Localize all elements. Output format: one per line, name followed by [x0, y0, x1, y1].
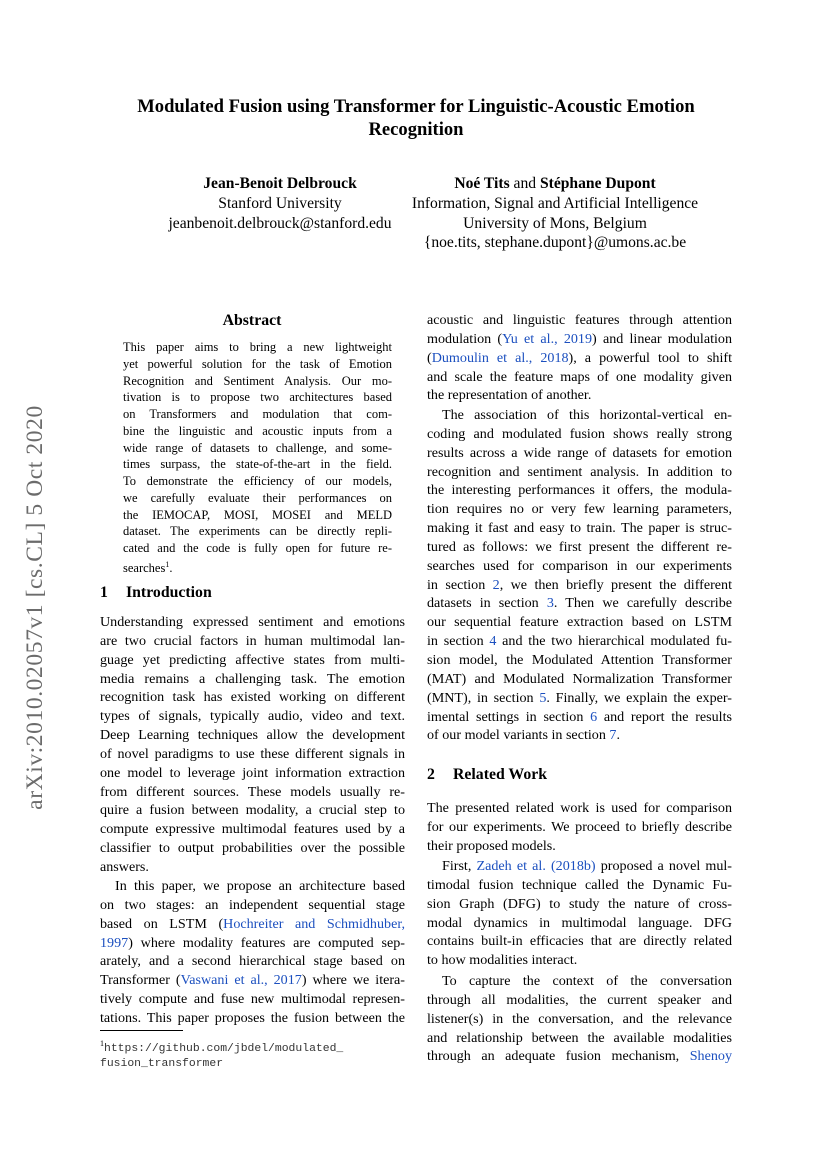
- author-affiliation: University of Mons, Belgium: [463, 214, 647, 232]
- section-ref-link[interactable]: 4: [489, 633, 497, 650]
- author-email: jeanbenoit.delbrouck@stanford.edu: [168, 214, 392, 232]
- citation-link[interactable]: Vaswani et al., 2017: [180, 972, 302, 989]
- arxiv-identifier: arXiv:2010.02057v1 [cs.CL] 5 Oct 2020: [21, 404, 48, 810]
- author-affiliation: Stanford University: [218, 194, 342, 212]
- footnote-url[interactable]: https://github.com/jbdel/modulated_: [104, 1042, 344, 1055]
- section-heading-introduction: 1 Introduction: [100, 584, 212, 601]
- citation-link[interactable]: Dumoulin et al., 2018: [431, 349, 569, 366]
- intro-paragraph-3: The association of this horizontal-vertical en- coding and modulated fusion shows really strong results across a wide range of datasets for emotion recognition and sentiment analysis. In addition to the interesting performances it offers, the modula- tion requires no or very few learning parameters, making it fast and easy to train. The paper is struc- tured as follows: we first present the different re- searches used for comparison in our experiments in section 2, we then briefly present the different datasets in section 3. Then we carefully describe our sequential feature extraction based on LSTM in section 4 and the two hierarchical modulated fu- sion model, the Modulated Attention Transformer (MAT) and Modulated Normalization Transformer (MNT), in section 5. Finally, we explain the exper- imental settings in section 6 and report the results of our model variants in section 7.: [427, 407, 733, 744]
- footnote-marker[interactable]: 1: [165, 559, 170, 569]
- section-ref-link[interactable]: 7: [609, 727, 617, 744]
- author-email: {noe.tits, stephane.dupont}@umons.ac.be: [423, 234, 687, 252]
- footnote-url-continued[interactable]: fusion_transformer: [100, 1057, 224, 1070]
- section-ref-link[interactable]: 3: [546, 595, 554, 612]
- citation-link[interactable]: Yu et al., 2019: [502, 330, 593, 347]
- section-ref-link[interactable]: 6: [590, 708, 598, 725]
- paper-title: Modulated Fusion using Transformer for Linguistic-Acoustic Emotion Recognition: [137, 96, 695, 140]
- citation-link[interactable]: Shenoy: [689, 1048, 732, 1065]
- intro-paragraph-1: Understanding expressed sentiment and emotions are two crucial factors in human multimodal lan- guage yet predicting affective states from multi- media remains a challenging task. The emotion recognition task has existed working on different types of signals, typically audio, video and text. Deep Learning techniques allow the development of novel paradigms to use these different signals in one model to leverage joint information extraction from different sources. These models usually re- quire a fusion between modality, a crucial step to compute expressive multimodal features used by a classifier to output probabilities over the possible answers.: [100, 614, 405, 875]
- author-name: Jean-Benoit Delbrouck: [203, 175, 357, 192]
- citation-link[interactable]: 1997: [100, 934, 129, 951]
- author-names: Noé Tits and Stéphane Dupont: [454, 175, 656, 192]
- footnote: $^1$https://github.com/jbdel/modulated_ fusion_transformer: [100, 1039, 344, 1070]
- intro-paragraph-2: In this paper, we propose an architecture based on two stages: an independent sequential stage based on LSTM (Hochreiter and Schmidhuber, 1997) where modality features are computed sep- arately, and a second hierarchical stage based on Transformer (Vaswani et al., 2017) where we itera- tively compute and fuse new multimodal represen- tations. This paper proposes the fusion between the: [100, 878, 406, 1026]
- related-paragraph-2: First, Zadeh et al. (2018b) proposed a novel mul- timodal fusion technique called the Dynamic Fu- sion Graph (DFG) to study the nature of cross- modal dynamics in multimodal language. DFG contains built-in efficacies that are directly related to how modalities interact.: [427, 858, 732, 969]
- footnote-rule: [100, 1030, 183, 1031]
- author-affiliation: Information, Signal and Artificial Intelligence: [411, 194, 699, 212]
- related-paragraph-3: To capture the context of the conversation through all modalities, the current speaker and listener(s) in the conversation, and the relevance and relationship between the available modalities through an adequate fusion mechanism, Shenoy: [427, 973, 732, 1065]
- related-paragraph-1: The presented related work is used for comparison for our experiments. We proceed to briefly describe their proposed models.: [427, 800, 732, 854]
- abstract-body: This paper aims to bring a new lightweight yet powerful solution for the task of Emotion Recognition and Sentiment Analysis. Our mo- tivation is to propose two architectures based on Transformers and modulation that com- bine the linguistic and acoustic inputs from a wide range of datasets to challenge, and some- times surpass, the state-of-the-art in the field. To demonstrate the efficiency of our models, we carefully evaluate their performances on the IEMOCAP, MOSI, MOSEI and MELD dataset. The experiments can be directly repli- cated and the code is fully open for future re- searches$^1$.: [123, 340, 392, 575]
- section-ref-link[interactable]: 5: [539, 689, 547, 706]
- abstract-last-line: searches$^1$.: [123, 559, 173, 575]
- author-block-left: [150, 174, 410, 233]
- author-block-right: [395, 174, 715, 253]
- intro-continuation: acoustic and linguistic features through attention modulation (Yu et al., 2019) and linear modulation (Dumoulin et al., 2018), a powerful tool to shift and scale the feature maps of one modality given the representation of another.: [427, 312, 733, 404]
- abstract-heading: Abstract: [222, 312, 282, 329]
- citation-link[interactable]: Zadeh et al. (2018b): [476, 858, 596, 874]
- section-ref-link[interactable]: 2: [492, 576, 500, 593]
- citation-link[interactable]: Hochreiter and Schmidhuber,: [223, 915, 405, 932]
- section-heading-related-work: 2 Related Work: [427, 766, 548, 783]
